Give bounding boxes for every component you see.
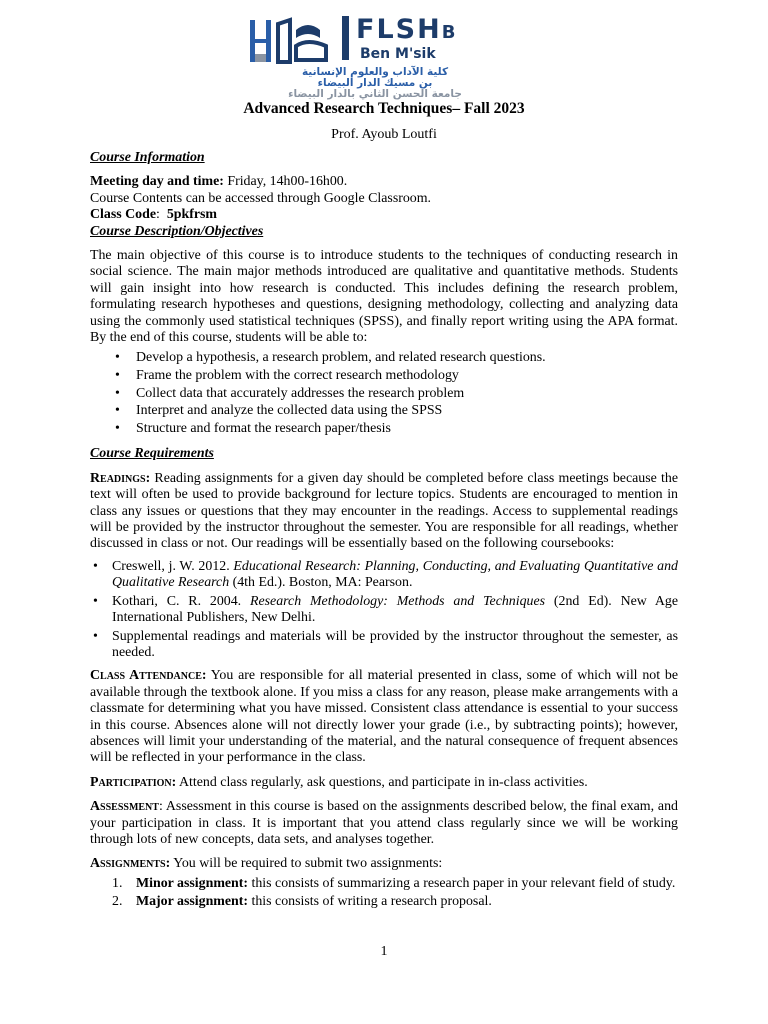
logo-arabic-city: بن مسيك الدار البيضاء [317, 77, 433, 89]
course-contents-note: Course Contents can be accessed through Google Classroom. [90, 190, 432, 206]
list-item: • Kothari, C. R. 2004. Research Methodology: Methods and Techniques (2nd Ed). New Age International Publishers, New Delhi. [90, 594, 678, 627]
course-title: Advanced Research Techniques– Fall 2023 [243, 100, 525, 117]
description-heading: Course Description/Objectives [90, 223, 264, 239]
assignments-intro: Assignments: You will be required to submit two assignments: [90, 856, 443, 872]
list-item: • Collect data that accurately addresses the research problem [90, 386, 678, 402]
page-number: 1 [380, 944, 388, 959]
professor-name: Prof. Ayoub Loutfi [331, 127, 437, 142]
list-item: • Creswell, j. W. 2012. Educational Research: Planning, Conducting, and Evaluating Quantitative and Qualitative Research (4th Ed.). Boston, MA: Pearson. [90, 559, 678, 592]
attendance-paragraph: Class Attendance: You are responsible for all material presented in class, some of which will not be available through the textbook alone. If you miss a class for any reason, please make arrangements with a classmate for determining what you have missed. Consistent class attendance is essential to your success in this course. Absences alone will not directly lower your grade (i.e., by subtracting points); however, absences will limit your understanding of the material, and the natural consequence of frequent absences will be reflected in your performance in the class. [90, 668, 678, 766]
objectives-list [90, 350, 678, 437]
logo-subtitle: Ben M'sik [360, 46, 436, 62]
flsh-emblem-icon [248, 16, 336, 66]
list-item: 2. Major assignment: this consists of writing a research proposal. [112, 893, 492, 909]
course-info-heading: Course Information [90, 150, 205, 165]
university-logo [248, 14, 488, 100]
description-paragraph: The main objective of this course is to introduce students to the techniques of conducting research in social science. The main major methods introduced are qualitative and quantitative methods. Students will gain insight into how research is conducted. This includes defining the research problem, formulating research hypotheses and questions, designing methodology, collecting and analyzing data using the commonly used statistical techniques (SPSS), and finally report writing using the APA format. By the end of this course, students will be able to: [90, 248, 678, 346]
logo-divider [342, 16, 349, 60]
list-item: • Develop a hypothesis, a research problem, and related research questions. [90, 350, 678, 366]
list-item: • Supplemental readings and materials will be provided by the instructor throughout the semester, as needed. [90, 629, 678, 662]
readings-paragraph: Readings: Reading assignments for a given day should be completed before class meetings because the text will often be used to provide background for lecture topics. Students are encouraged to mention in class any issues or questions that they may encounter in the readings. Access to supplemental readings will be provided by the instructor throughout the semester. You are responsible for all readings, whether discussed in class or not. Our readings will be essentially based on the following coursebooks: [90, 470, 678, 552]
coursebooks-list [90, 559, 678, 661]
requirements-heading: Course Requirements [90, 446, 214, 462]
assessment-paragraph: Assessment: Assessment in this course is based on the assignments described below, the final exam, and your participation in class. It is important that you attend class regularly since we will be working through lots of new concepts, data sets, and analyses together. [90, 799, 678, 847]
list-item: • Frame the problem with the correct research methodology [90, 368, 678, 384]
class-code: Class Code: 5pkfrsm [90, 207, 217, 223]
logo-arabic-faculty: كلية الآداب والعلوم الإنسانية [301, 66, 449, 78]
list-item: 1. Minor assignment: this consists of summarizing a research paper in your relevant field of study. [112, 875, 676, 891]
logo-wordmark: FLSHB [356, 14, 456, 45]
assignments-list [90, 876, 678, 910]
list-item: • Interpret and analyze the collected data using the SPSS [90, 403, 678, 419]
participation-paragraph: Participation: Attend class regularly, ask questions, and participate in in-class activities. [90, 774, 588, 790]
logo-arabic-university: جامعة الحسن الثاني بالدار البيضاء [288, 88, 462, 100]
syllabus-body [90, 150, 678, 912]
meeting-time: Meeting day and time: Friday, 14h00-16h00. [90, 174, 348, 190]
list-item: • Structure and format the research paper/thesis [90, 421, 678, 437]
